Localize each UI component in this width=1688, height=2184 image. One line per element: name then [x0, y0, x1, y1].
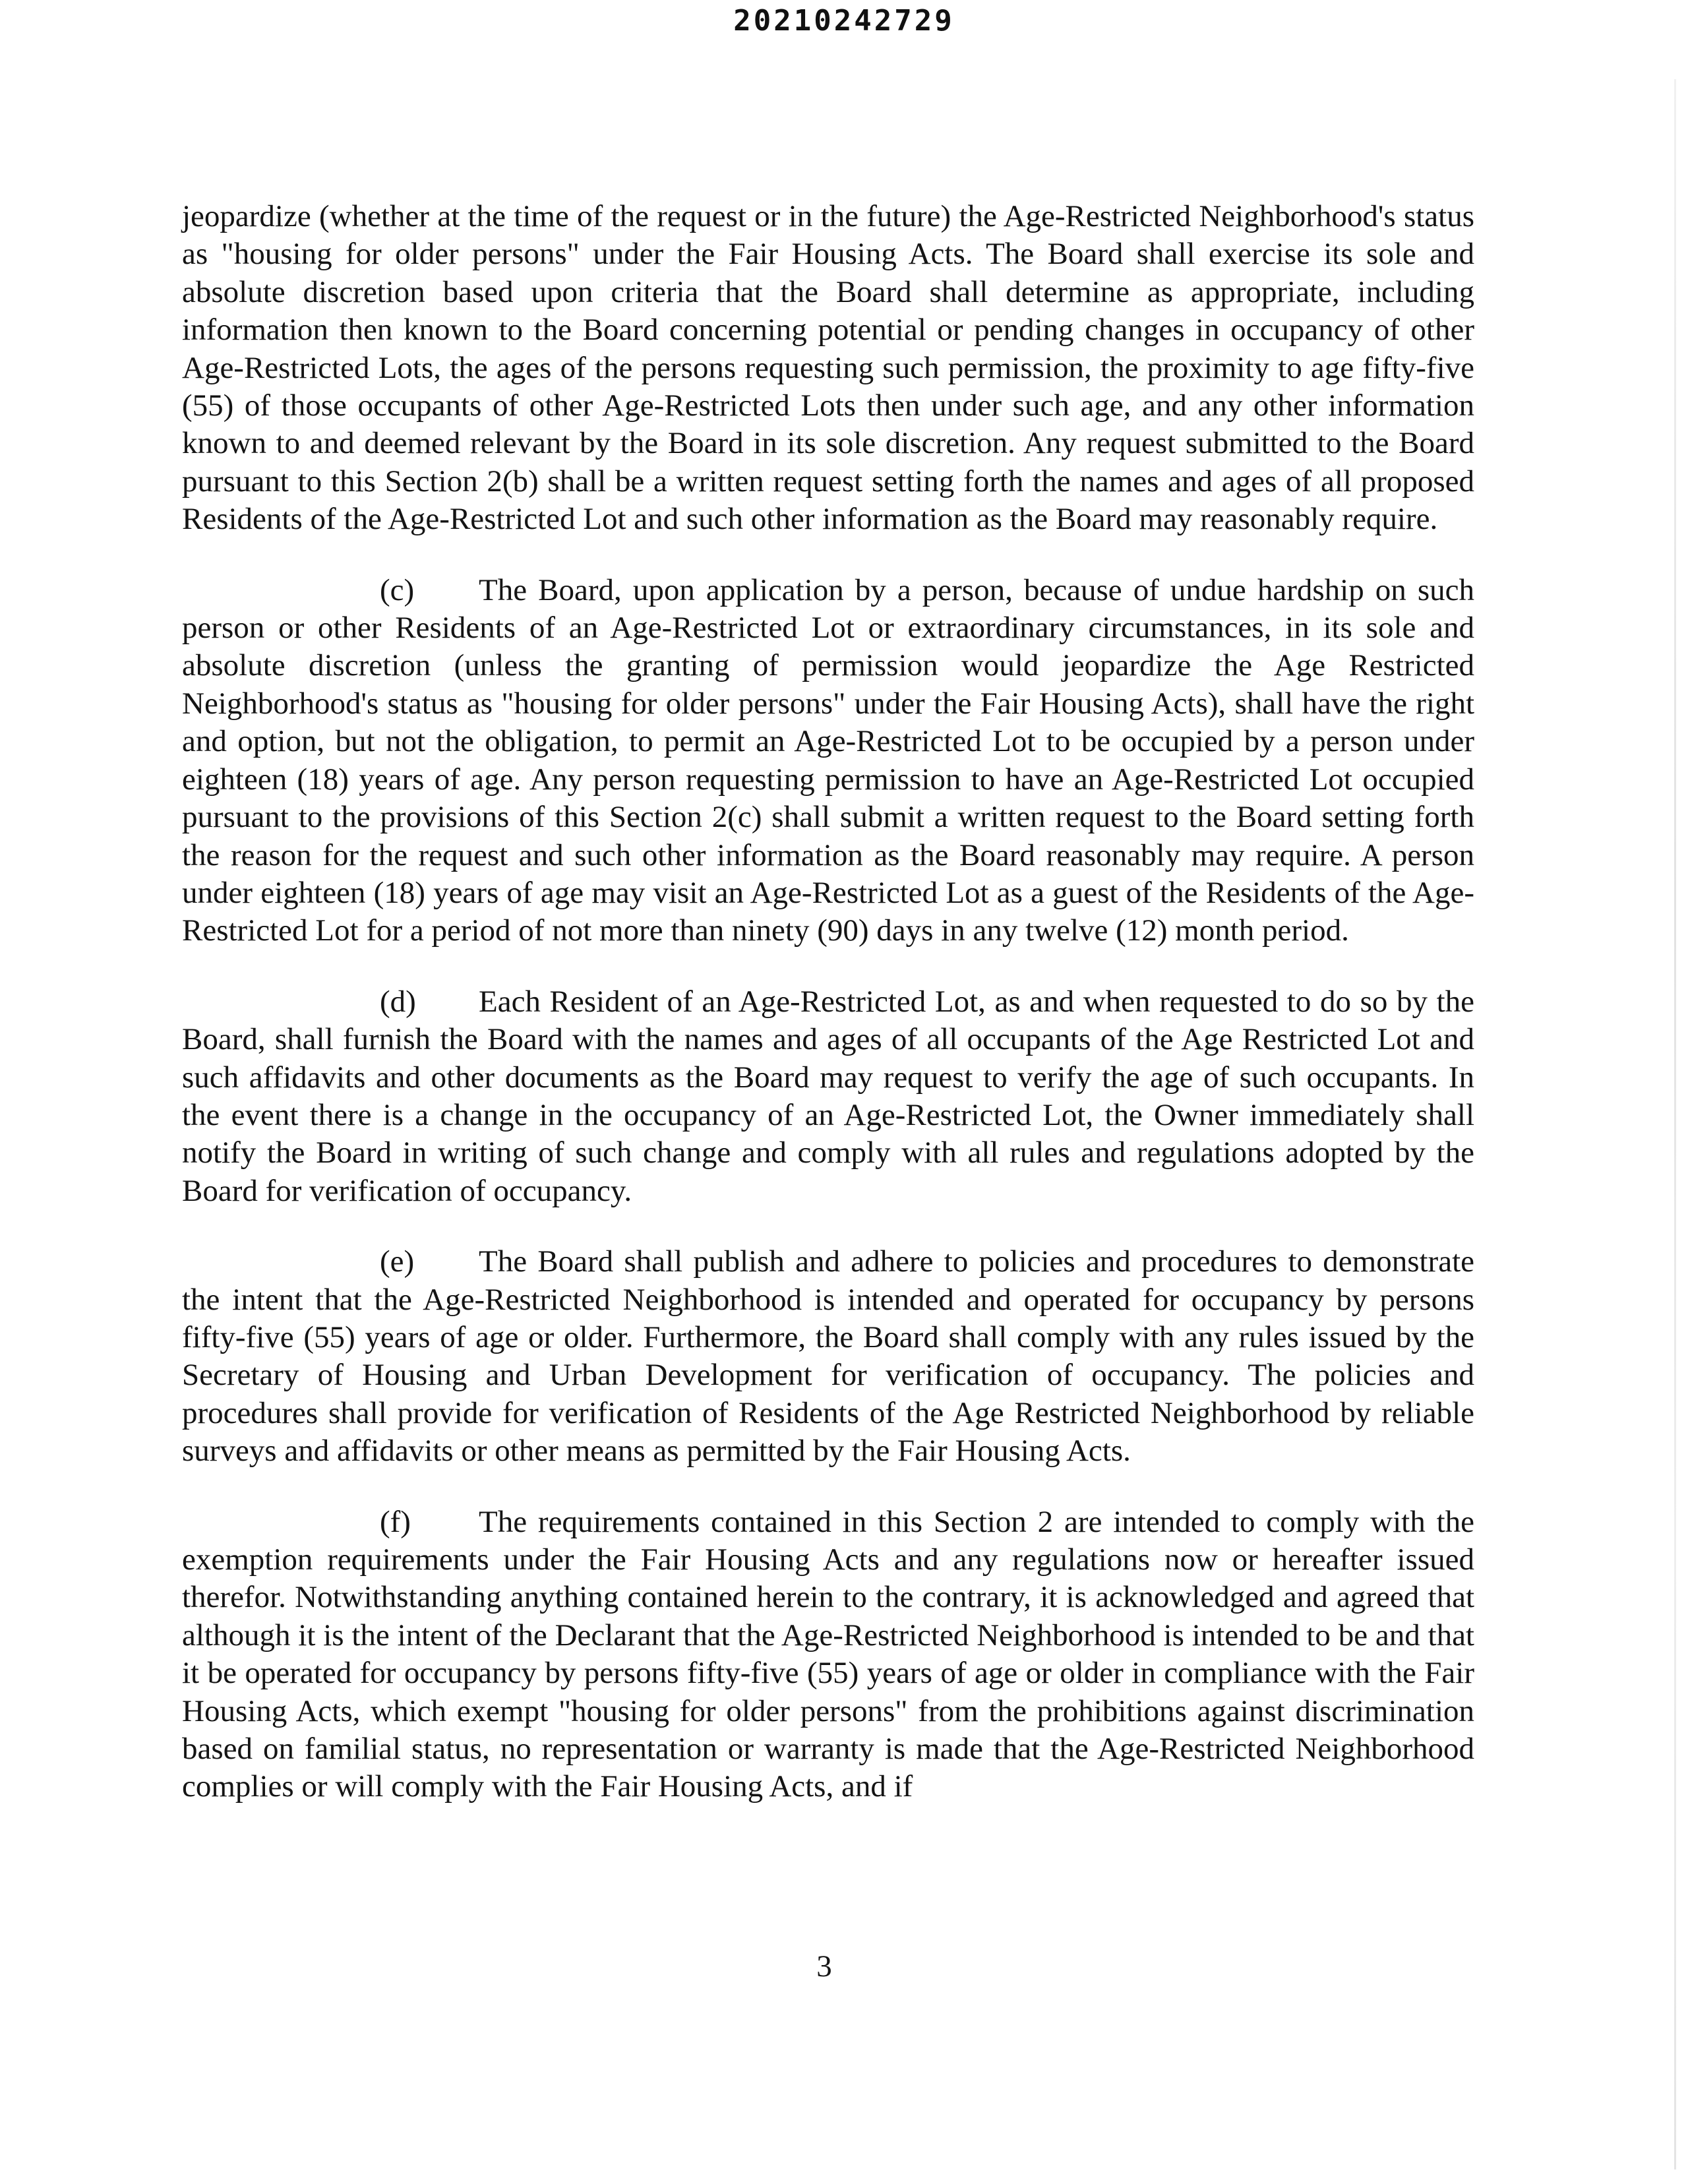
paragraph-f [182, 1503, 1474, 1806]
paragraph-e [182, 1243, 1474, 1470]
paragraph-text: The Board shall publish and adhere to policies and procedures to demonstrate the intent that the Age-Restricted Neighborhood is intended and operated for occupancy by persons fifty-five (55) years of age or older. Furthermore, the Board shall comply with any rules issued by the Secretary of Housing and Urban Development for verification of occupancy. The policies and procedures shall provide for verification of Residents of the Age Restricted Neighborhood by reliable surveys and affidavits or other means as permitted by the Fair Housing Acts. [182, 1244, 1474, 1469]
paragraph-text: Each Resident of an Age-Restricted Lot, as and when requested to do so by the Board, shall furnish the Board with the names and ages of all occupants of the Age Restricted Lot and such affidavits and other documents as the Board may request to verify the age of such occupants. In the event there is a change in the occupancy of an Age-Restricted Lot, the Owner immediately shall notify the Board in writing of such change and comply with all rules and regulations adopted by the Board for verification of occupancy. [182, 984, 1474, 1208]
paragraph-text: The Board, upon application by a person, because of undue hardship on such person or other Residents of an Age-Restricted Lot or extraordinary circumstances, in its sole and absolute discretion (unless the granting of permission would jeopardize the Age Restricted Neighborhood's status as "housing for older persons" under the Fair Housing Acts), shall have the right and option, but not the obligation, to permit an Age-Restricted Lot to be occupied by a person under eighteen (18) years of age. Any person requesting permission to have an Age-Restricted Lot occupied pursuant to the provisions of this Section 2(c) shall submit a written request to the Board setting forth the reason for the request and such other information as the Board reasonably may require. A person under eighteen (18) years of age may visit an Age-Restricted Lot as a guest of the Residents of the Age-Restricted Lot for a period of not more than ninety (90) days in any twelve (12) month period. [182, 572, 1474, 948]
page-number: 3 [816, 1949, 832, 1984]
paragraph-label: (c) [380, 572, 415, 607]
scan-edge-line [1674, 79, 1676, 2169]
paragraph-d [182, 983, 1474, 1210]
document-number: 20210242729 [733, 4, 955, 38]
paragraph-text: The requirements contained in this Section 2 are intended to comply with the exemption requirements under the Fair Housing Acts and any regulations now or hereafter issued therefor. Notwithstanding anything contained herein to the contrary, it is acknowledged and agreed that although it is the intent of the Declarant that the Age-Restricted Neighborhood is intended to be and that it be operated for occupancy by persons fifty-five (55) years of age or older in compliance with the Fair Housing Acts, which exempt "housing for older persons" from the prohibitions against discrimination based on familial status, no representation or warranty is made that the Age-Restricted Neighborhood complies or will comply with the Fair Housing Acts, and if [182, 1504, 1474, 1804]
paragraph-c [182, 572, 1474, 950]
paragraph-label: (d) [380, 984, 416, 1019]
paragraph-b-continued [182, 198, 1474, 539]
paragraph-label: (e) [380, 1244, 415, 1279]
paragraph-text: jeopardize (whether at the time of the request or in the future) the Age-Restricted Neighborhood's status as "housing for older persons" under the Fair Housing Acts. The Board shall exercise its sole and absolute discretion based upon criteria that the Board shall determine as appropriate, including information then known to the Board concerning potential or pending changes in occupancy of other Age-Restricted Lots, the ages of the persons requesting such permission, the proximity to age fifty-five (55) of those occupants of other Age-Restricted Lots then under such age, and any other information known to and deemed relevant by the Board in its sole discretion. Any request submitted to the Board pursuant to this Section 2(b) shall be a written request setting forth the names and ages of all proposed Residents of the Age-Restricted Lot and such other information as the Board may reasonably require. [182, 199, 1474, 537]
paragraph-label: (f) [380, 1504, 411, 1539]
document-body [182, 198, 1474, 1839]
